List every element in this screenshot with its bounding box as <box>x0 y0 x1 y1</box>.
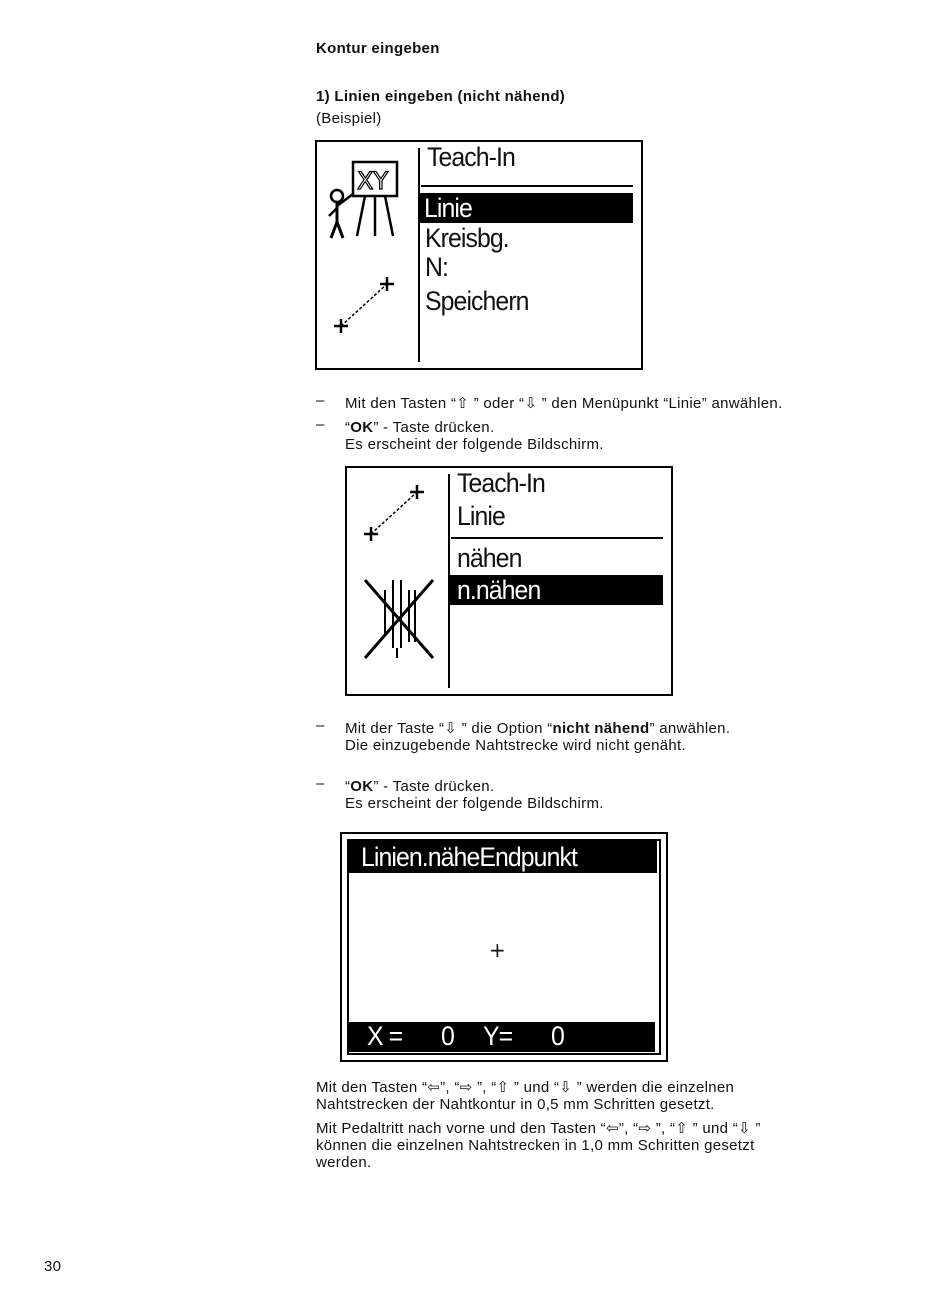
y-value: 0 <box>551 1021 564 1051</box>
menu-item-n: N: <box>425 252 448 282</box>
bullet-dash: – <box>316 775 325 792</box>
menu-item-label: Linie <box>424 193 472 223</box>
lcd-screen-linie-options <box>345 466 673 696</box>
x-label: X = <box>367 1021 403 1051</box>
line-icon <box>361 482 427 544</box>
no-sewing-needle-icon <box>361 576 437 662</box>
board-text: XY <box>357 167 389 195</box>
menu-item-speichern: Speichern <box>425 286 529 316</box>
paragraph-pedal-line2: können die einzelnen Nahtstrecken in 1,0 mm Schritten gesetzt <box>316 1137 755 1154</box>
option-naehen: nähen <box>457 543 522 573</box>
option-label: n.nähen <box>457 575 541 605</box>
bullet-dash: – <box>316 717 325 734</box>
step-ok-press-2: “OK” - Taste drücken. <box>345 778 495 795</box>
endpoint-title: Linien.näheEndpunkt <box>361 842 577 872</box>
screen2-subtitle: Linie <box>457 501 505 531</box>
bullet-dash: – <box>316 416 325 433</box>
step-select-note: Die einzugebende Nahtstrecke wird nicht genäht. <box>345 737 686 754</box>
lcd-screen-teach-in-menu <box>315 140 643 370</box>
step-select-linie: Mit den Tasten “⇧ ” oder “⇩ ” den Menüpunkt “Linie” anwählen. <box>345 395 783 412</box>
coordinate-bar <box>349 1022 655 1052</box>
y-label: Y= <box>483 1021 513 1051</box>
crosshair-cursor: + <box>489 938 506 962</box>
section-title: 1) Linien eingeben (nicht nähend) <box>316 88 566 105</box>
paragraph-arrow-keys-line1: Mit den Tasten “⇦”, “⇨ ”, “⇧ ” und “⇩ ” werden die einzelnen <box>316 1079 735 1096</box>
teacher-board-icon <box>325 156 405 246</box>
line-icon <box>331 274 397 336</box>
paragraph-arrow-keys-line2: Nahtstrecken der Nahtkontur in 0,5 mm Schritten gesetzt. <box>316 1096 715 1113</box>
paragraph-pedal-line3: werden. <box>316 1154 372 1171</box>
paragraph-pedal-line1: Mit Pedaltritt nach vorne und den Tasten “⇦”, “⇨ ”, “⇧ ” und “⇩ ” <box>316 1120 761 1137</box>
option-n-naehen <box>450 575 663 605</box>
menu-item-linie <box>418 193 633 223</box>
screen1-title: Teach-In <box>427 142 515 172</box>
page-heading: Kontur eingeben <box>316 40 440 57</box>
page-number: 30 <box>44 1258 62 1275</box>
screen2-title: Teach-In <box>457 468 545 498</box>
bullet-dash: – <box>316 392 325 409</box>
menu-item-kreisbg: Kreisbg. <box>425 223 509 253</box>
section-subtitle: (Beispiel) <box>316 110 382 127</box>
step-ok-result-2: Es erscheint der folgende Bildschirm. <box>345 795 604 812</box>
endpoint-title-bar <box>349 841 657 873</box>
step-ok-press: “OK” - Taste drücken. <box>345 419 495 436</box>
step-select-nicht-naehend: Mit der Taste “⇩ ” die Option “nicht nähend” anwählen. <box>345 720 731 737</box>
x-value: 0 <box>441 1021 454 1051</box>
lcd-screen-endpoint <box>340 832 668 1062</box>
step-ok-result: Es erscheint der folgende Bildschirm. <box>345 436 604 453</box>
